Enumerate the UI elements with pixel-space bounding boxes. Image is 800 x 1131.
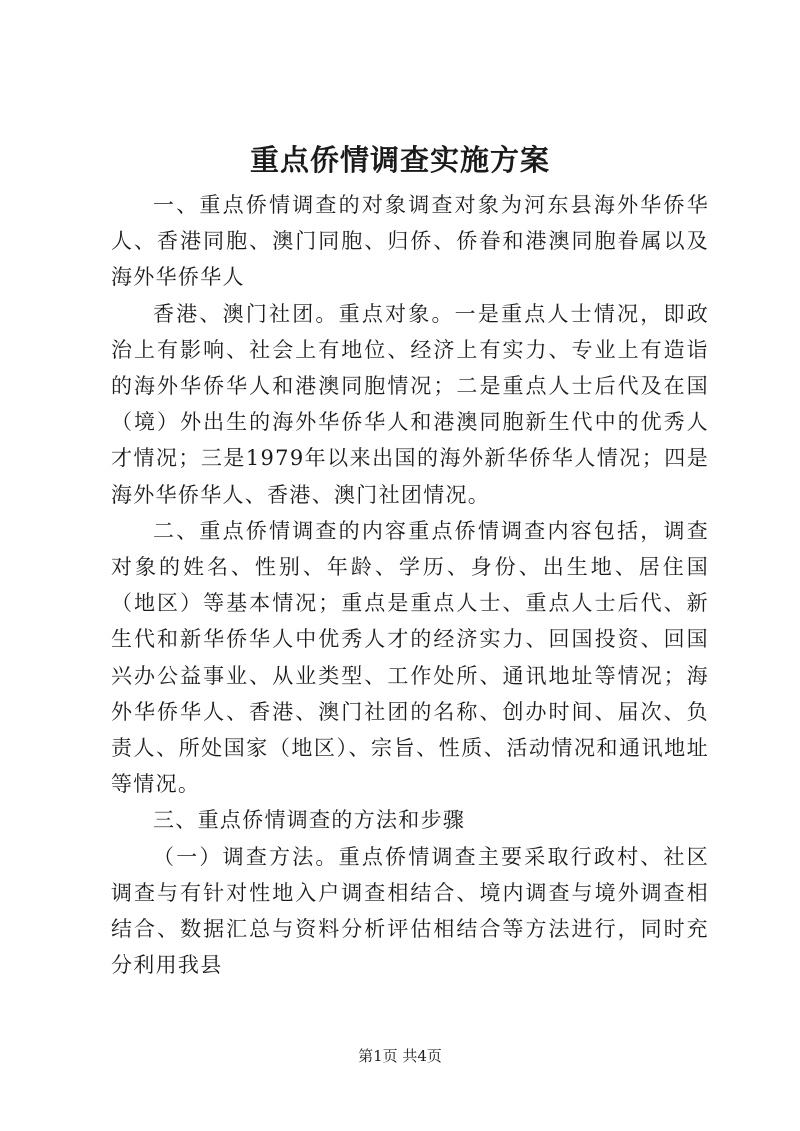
paragraph-survey-methods: （一）调查方法。重点侨情调查主要采取行政村、社区调查与有针对性地入户调查相结合、境内调查与境外调查相结合、数据汇总与资料分析评估相结合等方法进行，同时充分利用我县 (111, 844, 709, 978)
paragraph-survey-targets: 一、重点侨情调查的对象调查对象为河东县海外华侨华人、香港同胞、澳门同胞、归侨、侨眷和港澳同胞眷属以及海外华侨华人 (111, 193, 709, 290)
paragraph-methods-heading: 三、重点侨情调查的方法和步骤 (153, 808, 466, 833)
document-body (111, 187, 709, 983)
paragraph-survey-content: 二、重点侨情调查的内容重点侨情调查内容包括，调查对象的姓名、性别、年龄、学历、身份、出生地、居住国（地区）等基本情况；重点是重点人士、重点人士后代、新生代和新华侨华人中优秀人才的经济实力、回国投资、回国兴办公益事业、从业类型、工作处所、通讯地址等情况；海外华侨华人、香港、澳门社团的名称、创办时间、届次、负责人、所处国家（地区）、宗旨、性质、活动情况和通讯地址等情况。 (111, 518, 709, 797)
document-title: 重点侨情调查实施方案 (249, 143, 550, 177)
paragraph-key-targets: 香港、澳门社团。重点对象。一是重点人士情况，即政治上有影响、社会上有地位、经济上有实力、专业上有造诣的海外华侨华人和港澳同胞情况；二是重点人士后代及在国（境）外出生的海外华侨华人和港澳同胞新生代中的优秀人才情况；三是1979年以来出国的海外新华侨华人情况；四是海外华侨华人、香港、澳门社团情况。 (111, 301, 709, 507)
page-number-footer: 第1页 共4页 (358, 1047, 442, 1065)
